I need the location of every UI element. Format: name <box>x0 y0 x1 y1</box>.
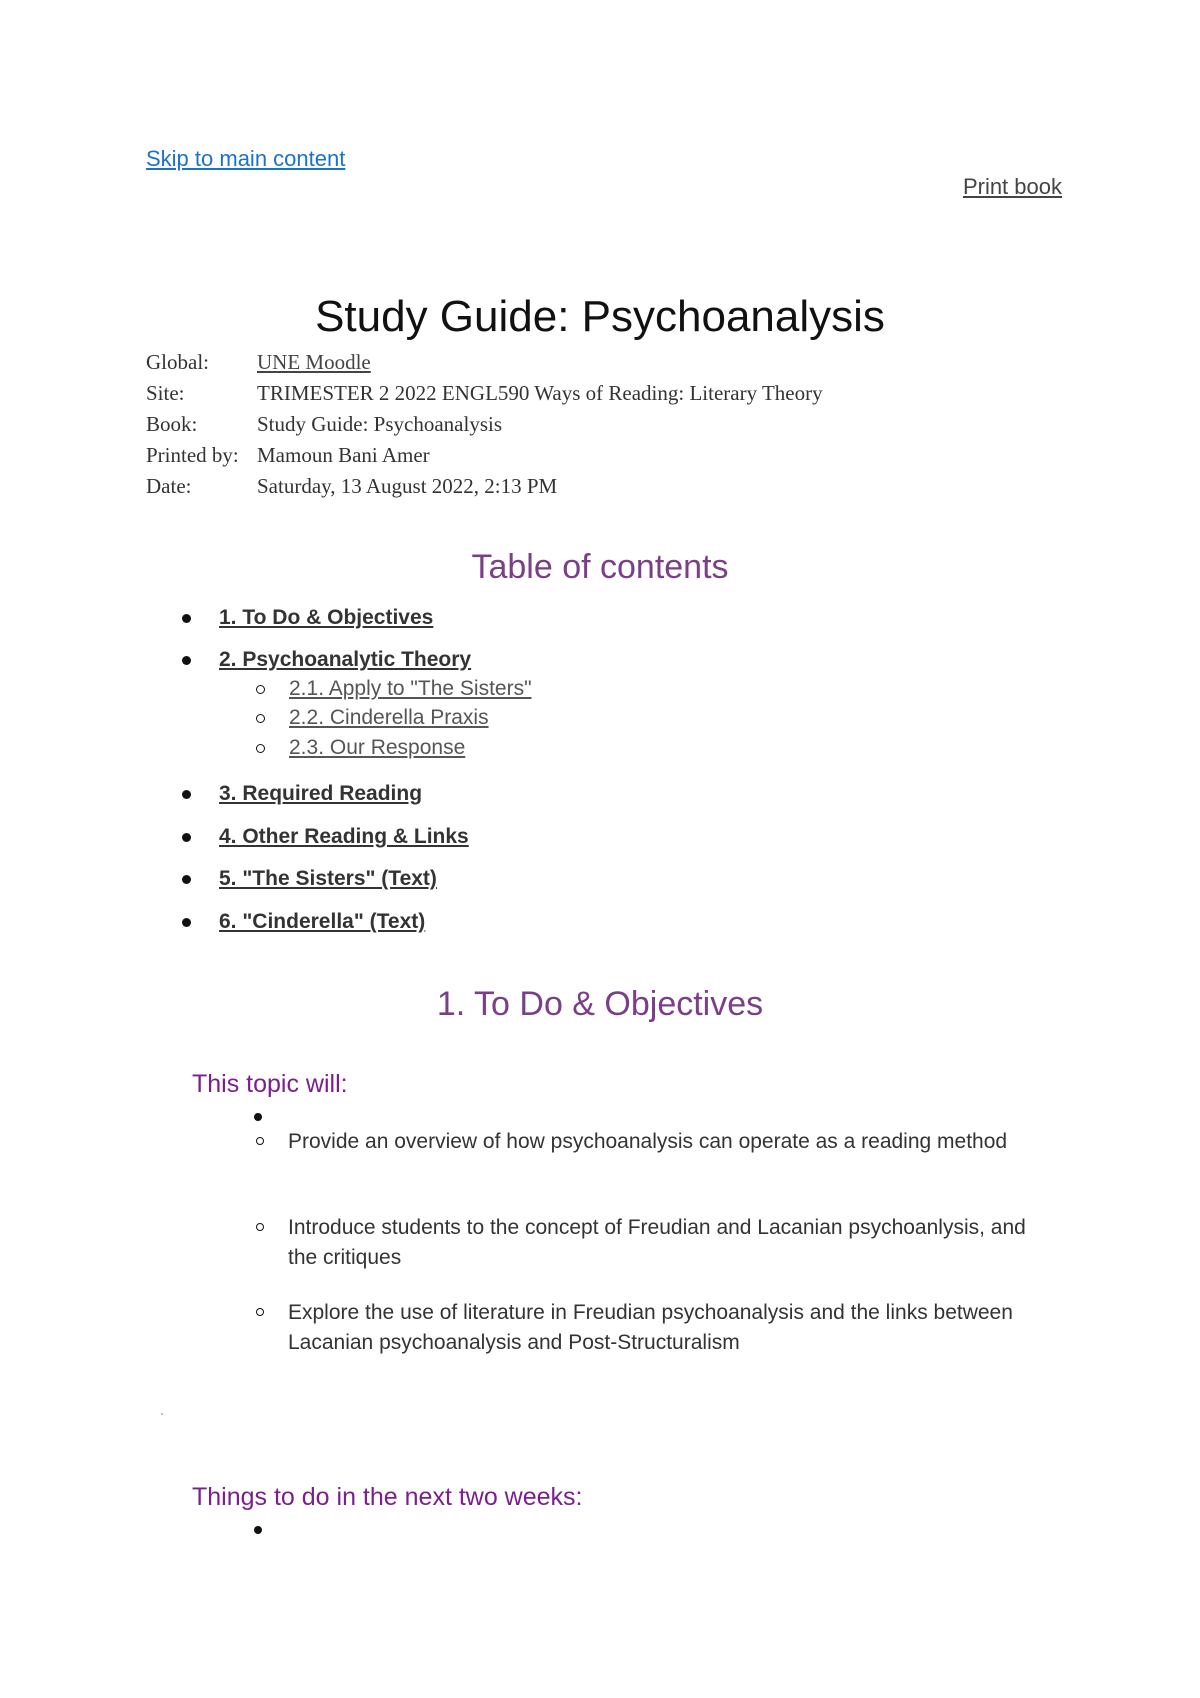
toc-link-cinderella-text[interactable]: 6. "Cinderella" (Text) <box>219 910 426 933</box>
circle-bullet-icon <box>256 1308 264 1316</box>
meta-value: Saturday, 13 August 2022, 2:13 PM <box>257 474 558 498</box>
bullet-icon <box>182 875 191 884</box>
une-moodle-link[interactable]: UNE Moodle <box>257 350 371 374</box>
toc-link-psychoanalytic-theory[interactable]: 2. Psychoanalytic Theory <box>219 648 472 671</box>
skip-to-main-content-link[interactable]: Skip to main content <box>146 146 346 171</box>
meta-row-printed-by <box>146 440 823 471</box>
circle-bullet-icon <box>256 714 265 723</box>
circle-bullet-icon <box>256 685 265 694</box>
objective-item <box>256 1298 1056 1358</box>
objective-text: Explore the use of literature in Freudian psychoanalysis and the links between Lacanian psychoanalysis and Post-Structuralism <box>288 1301 1013 1354</box>
meta-label: Global: <box>146 350 209 374</box>
section-heading-to-do-objectives: 1. To Do & Objectives <box>436 985 764 1023</box>
bullet-icon <box>182 656 191 665</box>
circle-bullet-icon <box>256 1223 264 1231</box>
bullet-icon <box>182 918 191 927</box>
toc-link-our-response[interactable]: 2.3. Our Response <box>289 736 466 759</box>
meta-row-book <box>146 409 823 440</box>
objective-text: Introduce students to the concept of Freudian and Lacanian psychoanlysis, and the critiques <box>288 1216 1026 1269</box>
print-book-link[interactable]: Print book <box>962 174 1062 199</box>
toc-item <box>182 867 437 891</box>
toc-item <box>182 648 471 672</box>
objective-text: Provide an overview of how psychoanalysis can operate as a reading method <box>288 1130 1008 1153</box>
meta-label: Book: <box>146 412 198 436</box>
meta-row-global <box>146 347 823 378</box>
circle-bullet-icon <box>256 744 265 753</box>
toc-link-to-do-objectives[interactable]: 1. To Do & Objectives <box>219 606 434 629</box>
todo-heading: Things to do in the next two weeks: <box>192 1483 583 1511</box>
meta-value: Study Guide: Psychoanalysis <box>257 412 502 436</box>
meta-label: Printed by: <box>146 443 239 467</box>
book-metadata <box>146 347 823 502</box>
bullet-icon <box>182 833 191 842</box>
toc-subitem <box>256 677 532 701</box>
toc-link-required-reading[interactable]: 3. Required Reading <box>219 782 423 805</box>
meta-row-date <box>146 471 823 502</box>
toc-subitem <box>256 706 489 730</box>
page-title: Study Guide: Psychoanalysis <box>315 292 885 341</box>
empty-bullet-icon <box>254 1113 262 1121</box>
toc-heading: Table of contents <box>471 548 729 586</box>
objective-item <box>256 1127 1056 1157</box>
toc-link-apply-to-the-sisters[interactable]: 2.1. Apply to "The Sisters" <box>289 677 532 700</box>
toc-item <box>182 910 425 934</box>
stray-mark <box>161 1413 163 1415</box>
toc-item <box>182 825 469 849</box>
meta-value: TRIMESTER 2 2022 ENGL590 Ways of Reading: Literary Theory <box>257 381 823 405</box>
toc-subitem <box>256 736 465 760</box>
empty-bullet-icon <box>254 1526 262 1534</box>
meta-label: Site: <box>146 381 185 405</box>
toc-link-cinderella-praxis[interactable]: 2.2. Cinderella Praxis <box>289 706 489 729</box>
objective-item <box>256 1213 1056 1273</box>
topic-heading: This topic will: <box>192 1070 348 1098</box>
circle-bullet-icon <box>256 1137 264 1145</box>
toc-link-the-sisters-text[interactable]: 5. "The Sisters" (Text) <box>219 867 437 890</box>
toc-item <box>182 782 422 806</box>
bullet-icon <box>182 614 191 623</box>
toc-link-other-reading-links[interactable]: 4. Other Reading & Links <box>219 825 469 848</box>
meta-label: Date: <box>146 474 192 498</box>
toc-item <box>182 606 433 630</box>
meta-row-site <box>146 378 823 409</box>
meta-value: Mamoun Bani Amer <box>257 443 430 467</box>
bullet-icon <box>182 790 191 799</box>
